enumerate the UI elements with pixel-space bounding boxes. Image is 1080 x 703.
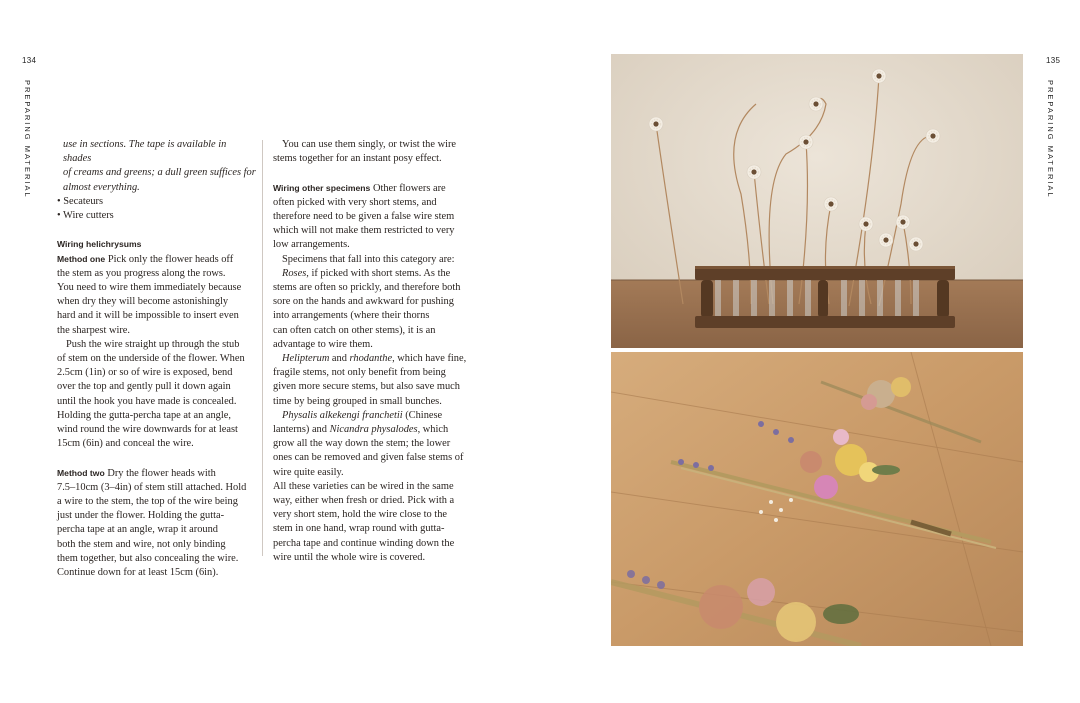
roses-line: can often catch on other stems), it is an [273,324,436,336]
roses-term: Roses, [282,267,309,279]
tape-note-line: of creams and greens; a dull green suffices for [63,167,256,179]
photo-wired-posies [611,352,1023,646]
right-page-number: 135 [1046,56,1061,65]
roses-line: stems are often so prickly, and therefore both [273,282,461,294]
other-specimens-line: low arrangements. [273,239,350,251]
push-wire-line: Holding the gutta-percha tape at an angle, [57,409,231,421]
lanterns-line: ones can be removed and given false stems of [273,452,464,464]
push-wire-line: 2.5cm (1in) or so of wire is exposed, bend [57,367,233,379]
heading-wiring-helichrysums: Wiring helichrysums [57,239,142,250]
other-specimens-line: which will not make them restricted to very [273,225,455,237]
method-one-line: Pick only the flower heads off [105,253,234,265]
all-varieties-line: stem in one hand, wrap round with gutta- [273,523,445,535]
method-two-line: just under the flower. Holding the gutta- [57,510,225,522]
all-varieties-line: percha tape and continue winding down the [273,537,455,549]
lanterns-line [273,423,478,437]
push-wire-line: until the hook you have made is concealed. [57,395,237,407]
lanterns-line: wire quite easily. [273,466,344,478]
roses-line: if picked with short stems. As the [308,267,451,279]
physalis-paragraph [273,409,478,423]
method-two-label: Method two [57,467,105,478]
tape-note [57,138,257,195]
intro-line: stems together for an instant posy effect. [273,153,442,165]
push-wire-line: of stem on the underside of the flower. When [57,353,245,365]
tape-note-line: use in sections. The tape is available in shades [63,139,227,165]
tape-note-line: almost everything. [63,181,140,193]
roses-paragraph [273,267,478,281]
left-page-number: 134 [22,56,37,65]
method-two-line: 7.5–10cm (3–4in) of stem still attached. Hold [57,481,247,493]
bullet-item: • Wire cutters [57,210,114,222]
other-specimens-line: often picked with very short stems, and [273,196,437,208]
roses-line: sore on the hands and awkward for pushing [273,296,454,308]
all-varieties-line: wire until the whole wire is covered. [273,551,426,563]
helipterum-line: given more secure stems, but also save much [273,381,460,393]
method-two-line: them together, but also concealing the wire. [57,552,239,564]
lanterns-line: grow all the way down the stem; the lower [273,438,451,450]
push-wire-line: over the top and gently pull it down again [57,381,231,393]
method-two-line: percha tape at an angle, wrap it around [57,524,218,536]
column-divider [262,140,263,556]
rhodanthe-term: rhodanthe [349,353,393,365]
method-two-line: both the stem and wire, not only binding [57,538,226,550]
method-one-line: hard and it will be impossible to insert even [57,310,239,322]
bullet-item: • Secateurs [57,195,104,207]
method-two-line: Continue down for at least 15cm (6in). [57,567,219,579]
left-section-label: PREPARING MATERIAL [23,80,32,199]
roses-line: advantage to wire them. [273,338,373,350]
helipterum-term: Helipterum [282,353,330,365]
helipterum-line: time by being grouped in small bunches. [273,395,442,407]
push-wire-line: Push the wire straight up through the stub [66,338,240,350]
text-column-2 [273,138,478,565]
lanterns-text: lanterns) and [273,424,330,436]
method-one-line: when dry they will become astonishingly [57,296,229,308]
other-specimens-line: Other flowers are [370,182,446,194]
right-section-label: PREPARING MATERIAL [1046,80,1055,199]
specimens-line: Specimens that fall into this category are: [282,253,455,265]
method-one-label: Method one [57,253,106,264]
helipterum-line: , which have fine, [392,353,467,365]
all-varieties-line: All these varieties can be wired in the same [273,480,454,492]
push-wire-line: 15cm (6in) and conceal the wire. [57,438,194,450]
photo-flowers-in-tube-rack [611,54,1023,348]
heading-wiring-other-specimens: Wiring other specimens [273,182,371,193]
method-two-paragraph [57,466,257,481]
all-varieties-line: way, either when fresh or dried. Pick with a [273,495,455,507]
lanterns-which: , which [417,424,449,436]
push-wire-line: wind round the wire downwards for at least [57,424,238,436]
all-varieties-line: very short stem, hold the wire close to the [273,509,448,521]
nicandra-term: Nicandra physalodes [329,424,418,436]
physalis-term: Physalis alkekengi franchetii [282,409,403,421]
roses-line: into arrangements (where their thorns [273,310,430,322]
text-column-1 [57,138,257,580]
method-one-line: You need to wire them immediately because [57,282,242,294]
method-one-line: the sharpest wire. [57,324,130,336]
method-two-line: Dry the flower heads with [104,467,216,479]
method-one-line: the stem as you progress along the rows. [57,267,226,279]
helipterum-line: fragile stems, not only benefit from being [273,367,446,379]
other-specimens-paragraph [273,181,478,196]
method-two-line: a wire to the stem, the top of the wire being [57,496,238,508]
physalis-rest: (Chinese [402,409,443,421]
helipterum-and: and [329,353,350,365]
other-specimens-line: therefore need to be given a false wire stem [273,211,455,222]
intro-line: You can use them singly, or twist the wire [282,139,457,150]
method-one-paragraph [57,252,257,267]
helipterum-paragraph [273,352,478,366]
